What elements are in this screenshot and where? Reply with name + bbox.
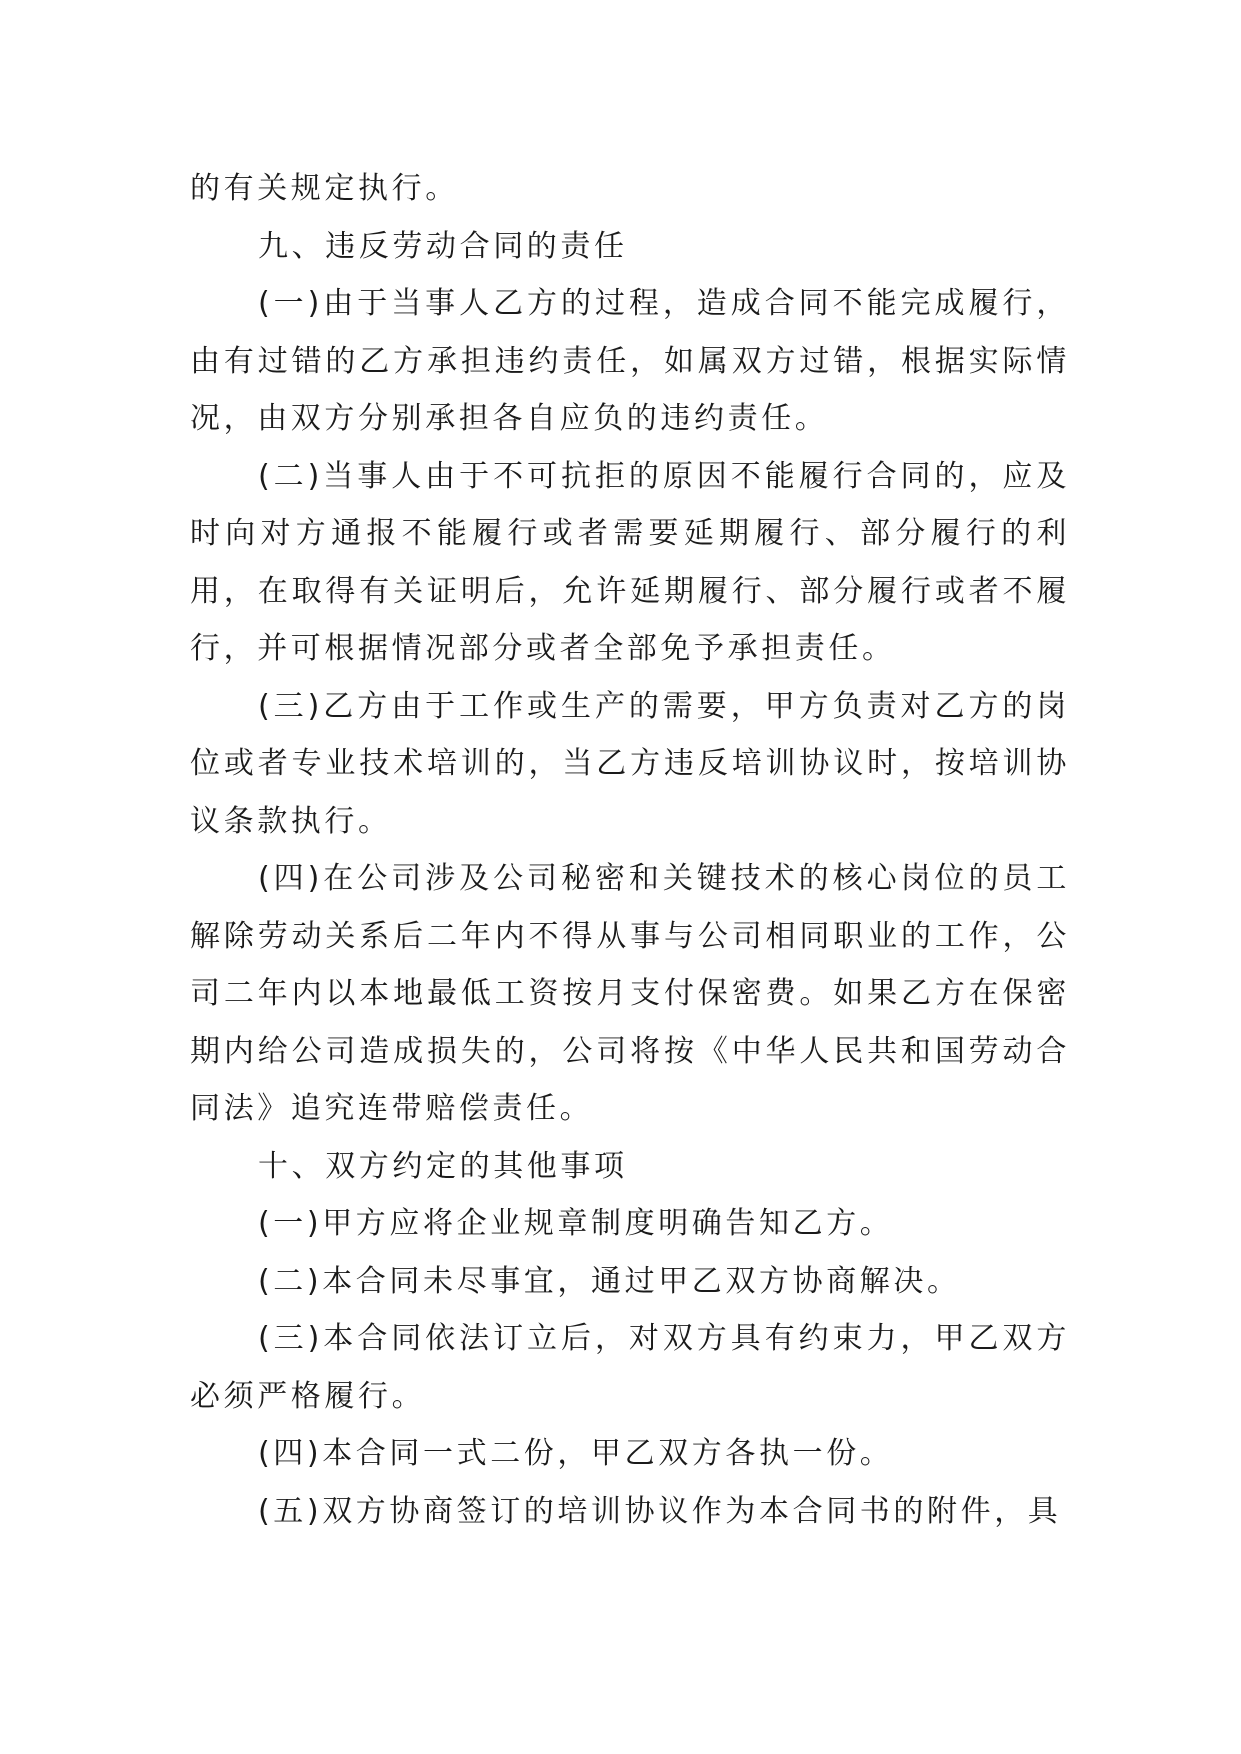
clause-10-1: (一)甲方应将企业规章制度明确告知乙方。 [258, 1206, 894, 1241]
clause-10-5: (五)双方协商签订的培训协议作为本合同书的附件，具 [258, 1493, 1062, 1529]
document-page [190, 160, 1070, 1540]
clause-10-4: (四)本合同一式二份，甲乙双方各执一份。 [258, 1436, 894, 1471]
clause-10-2: (二)本合同未尽事宜，通过甲乙双方协商解决。 [258, 1263, 961, 1299]
clause-9-2: (二)当事人由于不可抗拒的原因不能履行合同的，应及时向对方通报不能履行或者需要延期履行、部分履行的利用，在取得有关证明后，允许延期履行、部分履行或者不履行，并可根据情况部分或者全部免予承担责任。 [190, 458, 1070, 666]
paragraph-continuation: 的有关规定执行。 [190, 171, 459, 206]
section-heading-10: 十、双方约定的其他事项 [258, 1148, 628, 1184]
clause-10-3: (三)本合同依法订立后，对双方具有约束力，甲乙双方必须严格履行。 [190, 1321, 1070, 1414]
clause-9-4: (四)在公司涉及公司秘密和关键技术的核心岗位的员工解除劳动关系后二年内不得从事与公司相同职业的工作，公司二年内以本地最低工资按月支付保密费。如果乙方在保密期内给公司造成损失的，公司将按《中华人民共和国劳动合同法》追究连带赔偿责任。 [190, 861, 1070, 1126]
section-heading-9: 九、违反劳动合同的责任 [258, 228, 628, 264]
clause-9-1: (一)由于当事人乙方的过程，造成合同不能完成履行，由有过错的乙方承担违约责任，如属双方过错，根据实际情况，由双方分别承担各自应负的违约责任。 [190, 286, 1070, 436]
clause-9-3: (三)乙方由于工作或生产的需要，甲方负责对乙方的岗位或者专业技术培训的，当乙方违反培训协议时，按培训协议条款执行。 [190, 688, 1070, 839]
